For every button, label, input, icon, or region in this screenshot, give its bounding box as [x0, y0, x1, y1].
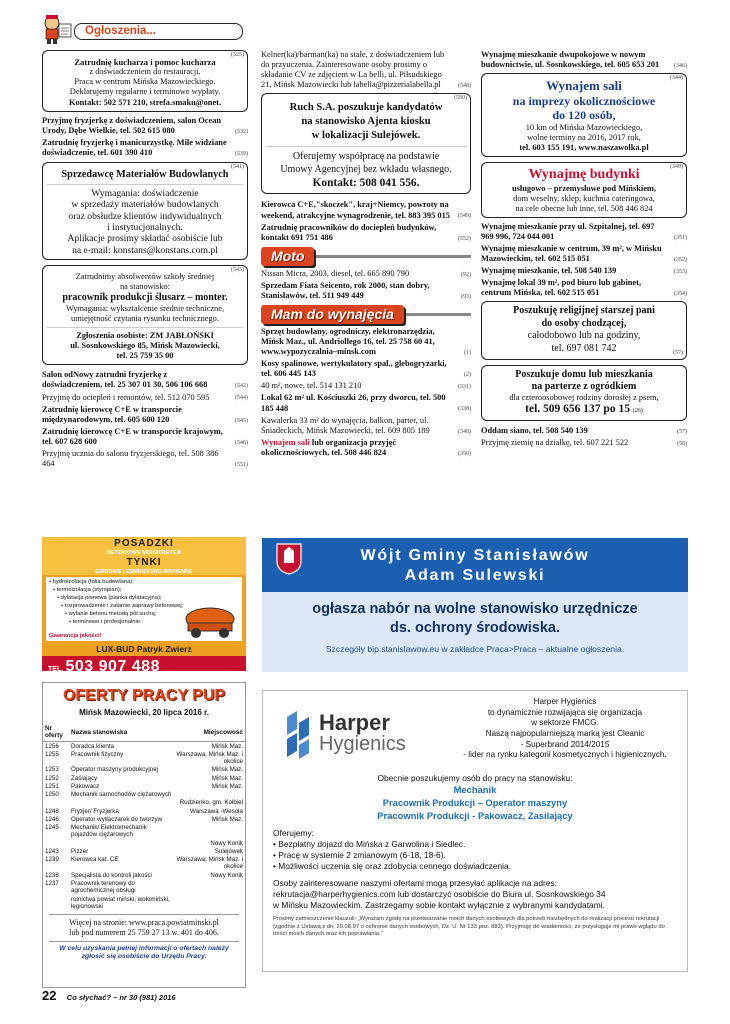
- pup-row: [43, 856, 245, 872]
- page-number: 22: [42, 988, 57, 1003]
- column-3: [481, 50, 687, 450]
- ad-lokal-62: Lokal 62 m² ul. Kościuszki 26, przy dworcu, tel. 500 185 448 (338): [261, 393, 471, 413]
- ad-insulation: Przyjmę do ociepleń i remontów, tel. 512 070 595 (544): [42, 392, 248, 402]
- pup-cell: Mechanik/ Elektromechanik pojazdów ciężarowych: [71, 823, 147, 839]
- pup-cell: [69, 799, 173, 807]
- pup-cell: [173, 895, 245, 911]
- ad-caregiver: Poszukuję religijnej starszej pani do osoby chodzącej, całodobowo lub na godziny, tel. 697 081 742 (57): [481, 301, 687, 360]
- ad-kawalerka: Kawalerka 33 m² do wynajęcia, balkon, parter, ul. Śniadeckich, Mińsk Mazowiecki, tel. 609 805 189 (348): [261, 415, 471, 435]
- harper-logo-icon: [283, 709, 313, 759]
- ad-hay: Oddam siano, tel. 508 540 139 (57): [481, 426, 687, 436]
- pup-cell: 1246: [45, 815, 59, 823]
- pup-table: Nr oferty Nazwa stanowiska Miejscowość 1256 Doradca klienta Mińsk Maz. 1255 Pracownik fizyczny Warszawa, Mińsk Maz. i okolice 1253 Operator maszyny produkcyjnej Mińsk Maz. 1252 Zaślający Mińsk Maz. 1251 Pakowacz Mińsk Maz. 1250 Mechanik samochodów ciężarowych Rudzienko, gm. Kołbiel 1248 Fryzjer/ Fryzjerka Warszawa -Wesoła 1246 Operator wytłaczarek do tworzyw Mińsk Maz. 1245 Mechanik/ Elektromechanik pojazdów ciężarowych Nowy Konik 1243 Pizzer Sulejówek 1239 Kierowca kat. CE Warszawa, Mińsk Maz. i okolice 1238 Specjalista do kontroli jakości Nowy Konik 1237 Pracownik terenowy do agrochemicznej obsługi rolnictwa powiat miński, wołomiński, łęgionowski: [45, 724, 243, 911]
- section-moto: Moto: [261, 247, 471, 265]
- pup-cell: 1250: [45, 791, 59, 799]
- pup-row: [43, 799, 245, 807]
- pup-cell: 1248: [45, 807, 59, 815]
- coat-of-arms-icon: [276, 543, 302, 575]
- pup-cell: Warszawa -Wesoła: [190, 807, 243, 815]
- ad-flat: Wynajmę mieszkanie, tel. 508 540 139 (353): [481, 266, 687, 276]
- pup-cell: 1239: [45, 856, 59, 864]
- ad-insulation-workers: Zatrudnię pracowników do dociepleń budynków, kontakt 691 751 486 (552): [261, 222, 471, 242]
- ad-hairdresser-2: Zatrudnię fryzjerkę i manicurzystkę. Mile widziane doświadczenie, tel. 601 390 410 (539): [42, 137, 248, 157]
- pup-row: [43, 750, 245, 766]
- ad-nissan: Nissan Micra, 2003, diesel, tel. 665 890 790 (92): [261, 268, 471, 278]
- pup-cell: Fryzjer/ Fryzjerka: [71, 807, 119, 815]
- pup-cell: Zaślający: [71, 774, 98, 782]
- pup-cell: 1243: [45, 847, 59, 855]
- pup-cell: Pizzer: [71, 847, 89, 855]
- pup-cell: Pracownik fizyczny: [71, 750, 124, 758]
- ad-two-room: Wynajmę mieszkanie dwupokojowe w nowym budownictwie, ul. Sosnkowskiego, tel. 605 653 201 (346): [481, 50, 687, 70]
- ad-40m: 40 m², nowe, tel. 514 131 210 (331): [261, 381, 471, 391]
- pup-row: [43, 871, 245, 879]
- ad-apprentice: Przyjmę ucznia do salonu fryzjerskiego, tel. 508 386 464 (551): [42, 448, 248, 469]
- ad-cook: (525) Zatrudnię kucharza i pomoc kucharza z doświadczeniem do restauracji. Praca w centrum Mińska Mazowieckiego. Deklarujemy regularne i terminowe wypłaty. Kontakt: 502 571 210, strefa.smaku@onet.: [42, 50, 248, 112]
- ad-harper: Harper Hygienics Harper Hygienics to dynamicznie rozwijająca się organizacja w sektorze FMCG. Naszą najpopularniejszą marką jest Cleanic - Superbrand 2014/2015 - lider na rynku kategorii kosmetycznych i higienicznych. Obecnie poszukujemy osób do pracy na stanowisku: Mechanik Pracownik Produkcji – Operator maszyny Pracownik Produkcji - Pakowacz, Zasilający Oferujemy: • Bezpłatny dojazd do Mińska z Garwolina i Siedlec. • Pracę w systemie 2 zmianowym (6-18, 18-6). • Możliwości uczenia się oraz zdobycia cennego doświadczenia. Osoby zainteresowane naszymi ofertami mogą przesyłać aplikacje na adres: rekrutacja@harperhygienics.com lub dostarczyć osobiście do Biura ul. Sosnkowskiego 34 w Mińsku Mazowieckim. Zastrzegamy sobie kontakt wyłącznie z wybranymi kandydatami. Prosimy zamieszczenie klauzuli: „Wyrażam zgodę na przetwarzanie moich danych osobowych dla potrzeb niezbędnych do realizacji procesu rekrutacji (zgodnie z Ustawą z dn. 29.08.97 o ochronie danych osobowych, Dz. U. Nr 133 poz. 883). Przyjmuję do wiadomości, że przysługuje mi prawo wglądu do treści moich danych oraz ich poprawiania.”: [262, 690, 688, 972]
- pup-cell: [173, 880, 245, 896]
- section-for-rent: Mam do wynajęcia: [261, 305, 471, 323]
- pup-cell: Mińsk Maz.: [211, 774, 243, 782]
- pup-row: [43, 815, 245, 823]
- pup-cell: Mechanik samochodów ciężarowych: [71, 791, 172, 799]
- pup-row: [43, 847, 245, 855]
- pup-row: [43, 766, 245, 774]
- ad-wojt: Wójt Gminy Stanisławów Adam Sulewski ogłasza nabór na wolne stanowisko urzędnicze ds. ochrony środowiska. Szczegóły bip.stanislawow.eu w zakładce Praca>Praca – aktualne ogłoszenia.: [262, 538, 688, 672]
- pup-row: [43, 880, 245, 896]
- pup-cell: [43, 895, 69, 911]
- pup-row: [43, 782, 245, 790]
- ad-ruch: (550) Ruch S.A. poszukuje kandydatów na stanowisko Ajenta kiosku w lokalizacji Sulejówek. Oferujemy współpracę na podstawie Umowy Agencyjnej bez wkładu własnego. Kontakt: 508 041 556.: [261, 93, 471, 194]
- pup-cell: Pracownik terenowy do agrochemicznej obsługi: [71, 879, 136, 895]
- pup-row: [43, 774, 245, 782]
- ad-office: Wynajmę lokal 39 m², pod biuro lub gabinet, centrum Mińska, tel. 602 515 051 (354): [481, 278, 687, 298]
- ad-hall-120: (344) Wynajem sali na imprezy okolicznościowe do 120 osób, 10 km od Mińska Mazowieckiego, wolne terminy na 2016, 2017 rok, tel. 603 155 191, www.naszawolka.pl: [481, 73, 687, 157]
- pup-cell: 1256: [45, 742, 59, 750]
- page-header: [38, 14, 243, 44]
- ad-house-wanted: Poszukuje domu lub mieszkania na parterze z ogródkiem dla czteroosobowej rodziny dorosłej z psem, tel. 509 656 137 po 15 (26): [481, 365, 687, 421]
- ad-soil: Przyjmę ziemię na działkę, tel. 607 221 522 (58): [481, 438, 687, 448]
- pup-cell: 1238: [45, 871, 59, 879]
- pup-cell: Mińsk Maz.: [211, 742, 243, 750]
- ad-centrum-39: Wynajmę mieszkanie w centrum, 39 m², w Mińsku Mazowieckim, tel. 602 515 051 (352): [481, 243, 687, 264]
- pup-row: [43, 807, 245, 815]
- pup-cell: 1251: [45, 782, 59, 790]
- pup-cell: Sulejówek: [214, 847, 243, 855]
- page-footer: [42, 988, 342, 1004]
- pup-cell: 1253: [45, 766, 59, 774]
- header-title-box: [74, 23, 243, 40]
- pup-cell: [43, 799, 69, 807]
- pup-cell: 1237: [45, 879, 59, 887]
- pup-cell: Specjalista do kontroli jakości: [71, 871, 152, 879]
- pup-cell: Pakowacz: [71, 782, 100, 790]
- pup-offers: OFERTY PRACY PUP Mińsk Mazowiecki, 20 lipca 2016 r. Nr oferty Nazwa stanowiska Miejscowość 1256 Doradca klienta Mińsk Maz. 1255 Pracownik fizyczny Warszawa, Mińsk Maz. i okolice 1253 Operator maszyny produkcyjnej Mińsk Maz. 1252 Zaślający Mińsk Maz. 1251 Pakowacz Mińsk Maz. 1250 Mechanik samochodów ciężarowych Rudzienko, gm. Kołbiel 1248 Fryzjer/ Fryzjerka Warszawa -Wesoła 1246 Operator wytłaczarek do tworzyw Mińsk Maz. 1245 Mechanik/ Elektromechanik pojazdów ciężarowych Nowy Konik 1243 Pizzer Sulejówek 1239 Kierowca kat. CE Warszawa, Mińsk Maz. i okolice 1238 Specjalista do kontroli jakości Nowy Konik 1237 Pracownik terenowy do agrochemicznej obsługi rolnictwa powiat miński, wołomiński, łęgionowski Więcej na stronie: www.praca.powiatminski.pl lub pod numerem 25 759 27 13 w. 401 do 406. W celu uzyskania pełnej informacji o ofertach należy zgłosić się osobiście do Urzędu Pracy.: [42, 682, 246, 988]
- pup-cell: Kierowca kat. CE: [71, 856, 119, 864]
- pup-cell: [69, 839, 173, 847]
- pup-cell: [173, 824, 245, 840]
- pup-cell: rolnictwa powiat miński, wołomiński, łęgionowski: [71, 895, 170, 911]
- ad-tools-rental: Sprzęt budowlany, ogrodniczy, elektronarzędzia, Mińsk Maz., ul. Andriollego 16, tel. 25 758 60 41, www.wypozyczalnia–minsk.com (1): [261, 326, 471, 357]
- column-2: [261, 50, 471, 460]
- pup-row: [43, 791, 245, 799]
- pup-cell: Mińsk Maz.: [211, 782, 243, 790]
- pup-cell: 1245: [45, 823, 59, 831]
- pup-row: [43, 895, 245, 911]
- pup-cell: Operator wytłaczarek do tworzyw: [71, 815, 163, 823]
- pup-cell: 1255: [45, 750, 59, 758]
- pup-cell: [173, 791, 245, 799]
- pup-cell: Warszawa, Mińsk Maz. i okolice: [176, 750, 243, 766]
- pup-cell: Mińsk Maz.: [211, 815, 243, 823]
- pup-row: [43, 742, 245, 751]
- pup-cell: Nowy Konik: [210, 871, 243, 879]
- ad-driver-1: Zatrudnię kierowcę C+E w transporcie międzynarodowym, tel. 605 600 120 (545): [42, 404, 248, 424]
- pup-cell: [43, 839, 69, 847]
- column-1: [42, 50, 248, 471]
- pup-cell: Warszawa, Mińsk Maz. i okolice: [176, 856, 243, 871]
- ad-fiat: Sprzedam Fiata Seicento, rok 2000, stan dobry, Stanisławów, tel. 511 949 449 (93): [261, 280, 471, 300]
- ad-waiter: Kelner(ka)/barman(ka) na stałe, z doświadczeniem lub do przyuczenia. Zainteresowane osoby prosimy o składanie CV ze zdjęciem w La belli, ul. Piłsudskiego 21, Mińsk Mazowiecki lub labella@pizzerialabella.pl (548): [261, 50, 471, 90]
- ad-building-materials: (541) Sprzedawcę Materiałów Budowlanych Wymagania: doświadczenie w sprzedaży materiałów budowlanych oraz obsłudze klientów indywidualnych i instytucjonalnych. Aplikacje prosimy składać osobiście lub na e-mail: konstans@konstans.com.pl: [42, 162, 248, 260]
- header-title: Ogłoszenia...: [85, 25, 156, 37]
- pup-cell: Nowy Konik: [210, 839, 243, 847]
- pup-row: [43, 839, 245, 847]
- pup-row: [43, 824, 245, 840]
- ad-skoczek: Kierowca C+E,"skoczek", kraj+Niemcy, powroty na weekend, atrakcyjne wynagrodzenie, tel. 883 395 015 (549): [261, 200, 471, 220]
- ad-posadzki: POSADZKI BETONOWE MIXOKRETEM TYNKI GIPSOWE I CEMENTOWO-WAPIENNE • hydroizolacja (folia budowlana); • termoizolacja (styropian); • dylatacja pionowa (pianka dylatacyjna); • rozprowadzenie i zatarcie zaprawy betonowej; • wylanie betonu metodą pół suchą; • terminowo i profesjonalnie. Gwarancja jakości! LUX-BUD Patryk Zwierz TEL. 503 907 488: [42, 537, 246, 671]
- ad-mowers: Kosy spalinowe, wertykulatory spal., glebogryzarki, tel. 606 445 143 (2): [261, 359, 471, 379]
- mixer-icon: [180, 605, 240, 639]
- ad-hall-rental: Wynajem sali lub organizacja przyjęć okolicznościowych, tel. 508 446 824 (350): [261, 437, 471, 457]
- harper-logo: Harper Hygienics: [283, 709, 453, 759]
- pup-cell: 1252: [45, 774, 59, 782]
- ad-driver-2: Zatrudnię kierowcę C+E w transporcie krajowym, tel. 607 628 600 (546): [42, 426, 248, 446]
- ad-salon: Salon odNowy zatrudni fryzjerkę z doświadczeniem, tel. 25 307 01 30, 506 106 668 (542): [42, 370, 248, 390]
- ad-jablonski: (543) Zatrudnimy absolwentów szkoły średniej na stanowisko: pracownik produkcji ślusarz – monter. Wymagania: wykształcenie średnie techniczne, umiejętność czytania rysunku technicznego. Zgłoszenia osobiste: ZM JABŁOŃSKI ul. Sosnkowskiego 85, Mińsk Mazowiecki, tel. 25 759 35 00: [42, 265, 248, 366]
- pup-cell: Rudzienko, gm. Kołbiel: [179, 799, 243, 807]
- pup-cell: Mińsk Maz.: [211, 766, 243, 774]
- pup-cell: Doradca klienta: [71, 742, 114, 750]
- ad-hairdresser-1: Przyjmę fryzjerkę z doświadczeniem, salon Ocean Urody, Dębe Wielkie, tel. 502 615 080 (532): [42, 115, 248, 135]
- ad-szpitalna: Wynajmę mieszkanie przy ul. Szpitalnej, tel. 697 969 996, 724 044 001 (351): [481, 221, 687, 241]
- publication-name: Co słychać? – nr 30 (981) 2016: [66, 993, 176, 1002]
- mascot-icon: [38, 14, 74, 44]
- pup-cell: Operator maszyny produkcyjnej: [71, 766, 159, 774]
- ad-buildings: (349) Wynajmę budynki usługowo – przemysłowe pod Mińskiem, dom weselny, sklep, kuchnia cateringowa, na cele obecne lub inne, tel. 508 446 824: [481, 162, 687, 218]
